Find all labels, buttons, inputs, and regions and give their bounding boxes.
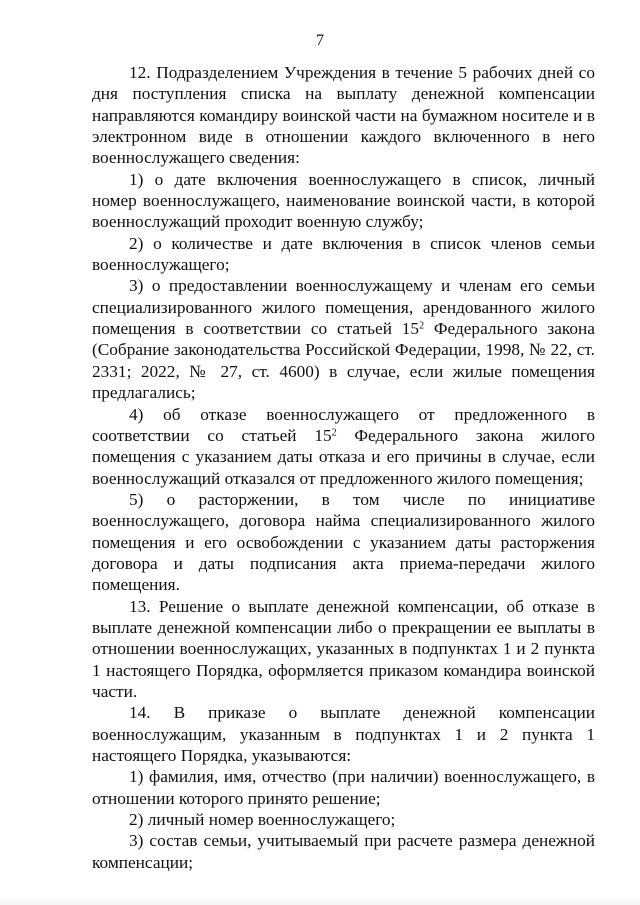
paragraph-14: 14. В приказе о выплате денежной компенсации военнослужащим, указанным в подпунктах 1 и 2 пункта 1 настоящего Порядка, указываются: bbox=[92, 703, 595, 765]
paragraph-14-item-3: 3) состав семьи, учитываемый при расчете размера денежной компенсации; bbox=[92, 831, 595, 872]
paragraph-12-item-2: 2) о количестве и дате включения в список членов семьи военнослужащего; bbox=[92, 233, 595, 275]
paragraph-14-item-2: 2) личный номер военнослужащего; bbox=[129, 810, 396, 830]
paragraph-13: 13. Решение о выплате денежной компенсации, об отказе в выплате денежной компенсации либо о прекращении ее выплаты в отношении военнослужащих, указанных в подпунктах 1 и 2 пункта 1 настоящего Порядка, оформляется приказом командира воинской части. bbox=[92, 596, 595, 701]
paragraph-14-item-1: 1) фамилия, имя, отчество (при наличии) военнослужащего, в отношении которого принято решение; bbox=[92, 767, 595, 808]
paragraph-12-item-4: 4) об отказе военнослужащего от предложенного в соответствии со статьей $15^2$ Федерального закона жилого помещения с указанием даты отказа и его причины в случае, если военнослужащий отказался от предложенного жилого помещения; bbox=[92, 404, 595, 488]
paragraph-12-item-1: 1) о дате включения военнослужащего в список, личный номер военнослужащего, наименование воинской части, в которой военнослужащий проходит военную службу; bbox=[92, 169, 595, 232]
document-body bbox=[92, 62, 595, 873]
scan-edge-shadow bbox=[0, 897, 640, 905]
paragraph-12-item-3: 3) о предоставлении военнослужащему и членам его семьи специализированного жилого помещения, арендованного жилого помещения в соответствии со статьей $15^2$ Федерального закона (Собрание законодательства Российской Федерации, 1998, № 22, ст. 2331; 2022, № 27, ст. 4600) в случае, если жилые помещения предлагались; bbox=[92, 276, 595, 403]
superscript: 2 bbox=[419, 320, 425, 332]
superscript: 2 bbox=[331, 427, 337, 439]
page-number: 7 bbox=[316, 32, 324, 49]
paragraph-12: 12. Подразделением Учреждения в течение 5 рабочих дней со дня поступления списка на выплату денежной компенсации направляются командиру воинской части на бумажном носителе и в электронном виде в отношении каждого включенного в него военнослужащего сведения: bbox=[92, 63, 595, 168]
paragraph-12-item-5: 5) о расторжении, в том числе по инициативе военнослужащего, договора найма специализированного жилого помещения и его освобождении с указанием даты расторжения договора и даты подписания акта приема-передачи жилого помещения. bbox=[92, 489, 595, 595]
